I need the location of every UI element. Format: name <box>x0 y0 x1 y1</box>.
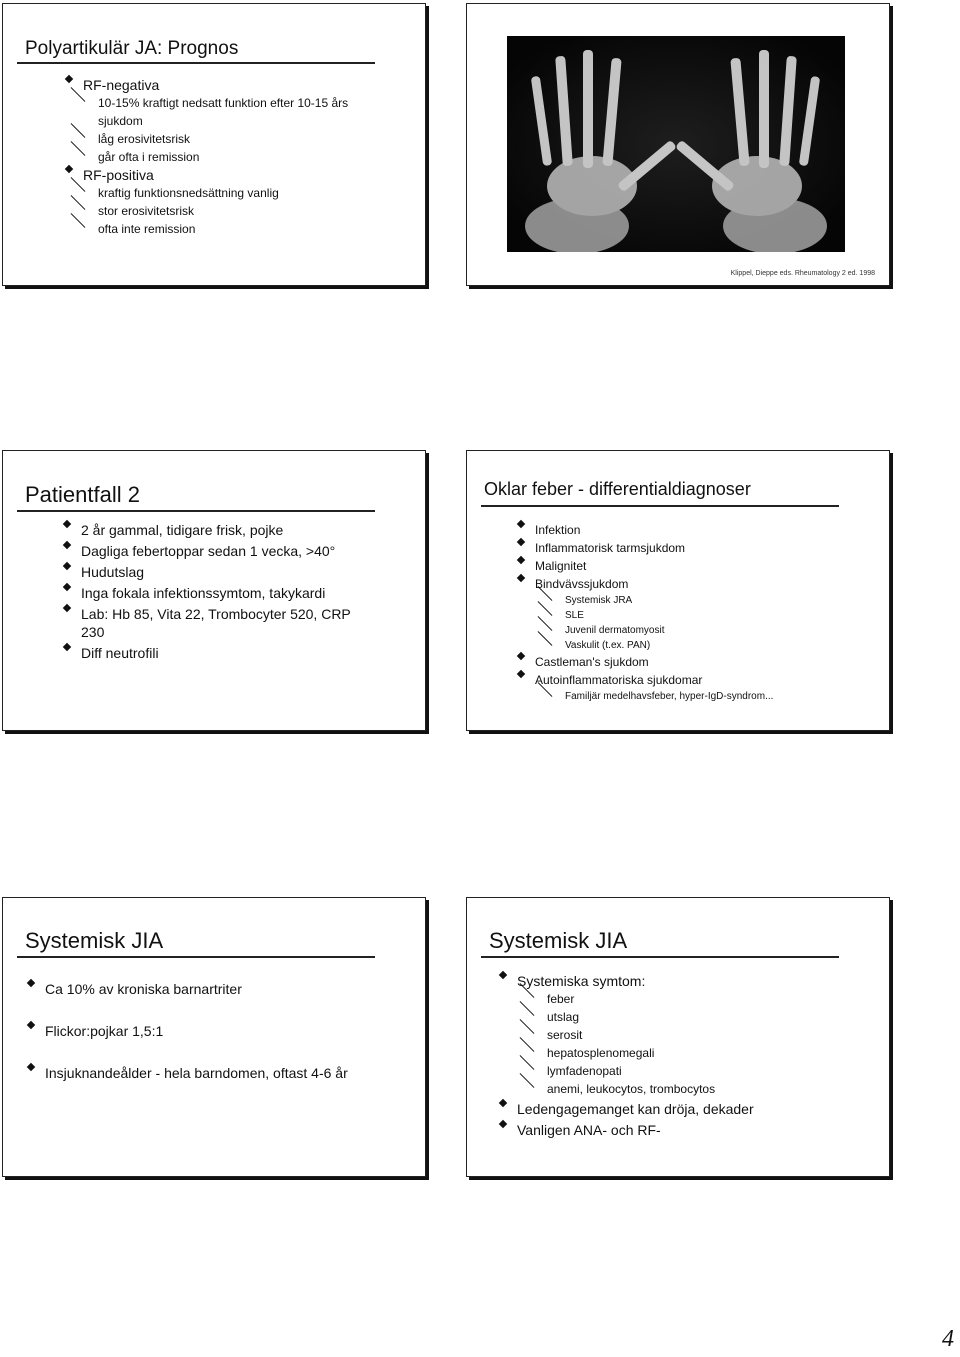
title-underline <box>481 956 839 958</box>
title-underline <box>17 956 375 958</box>
bullet: Inflammatorisk tarmsjukdom <box>517 539 847 557</box>
sub-item: feber <box>517 990 869 1008</box>
sub-item: Juvenil dermatomyosit <box>535 623 847 638</box>
bullet: Insjuknandeålder - hela barndomen, oftast 4-6 år <box>27 1064 417 1082</box>
sub-item: utslag <box>517 1008 869 1026</box>
sub-item: Systemisk JRA <box>535 593 847 608</box>
sub-item: ofta inte remission <box>68 220 395 238</box>
slide-title: Polyartikulär JA: Prognos <box>25 38 239 59</box>
patientfall-list <box>63 521 373 662</box>
hand-xray-illustration <box>507 36 845 252</box>
slide-prognos <box>2 3 426 286</box>
sub-item: Vaskulit (t.ex. PAN) <box>535 638 847 653</box>
sjia2-list <box>499 972 869 1139</box>
bullet: 2 år gammal, tidigare frisk, pojke <box>63 521 373 539</box>
bullet: Flickor:pojkar 1,5:1 <box>27 1022 417 1040</box>
bullet-rf-negativa: RF-negativa 10-15% kraftigt nedsatt funktion efter 10-15 års sjukdom låg erosivitetsrisk går ofta i remission <box>65 76 395 166</box>
slide-title: Oklar feber - differentialdiagnoser <box>484 479 751 499</box>
oklar-list <box>517 521 847 704</box>
sub-item: SLE <box>535 608 847 623</box>
bullet: Infektion <box>517 521 847 539</box>
bullet: Systemiska symtom: feber utslag serosit hepatosplenomegali lymfadenopati anemi, leukocytos, trombocytos <box>499 972 869 1098</box>
bullet: Dagliga febertoppar sedan 1 vecka, >40° <box>63 542 373 560</box>
image-citation: Klippel, Dieppe eds. Rheumatology 2 ed. 1998 <box>730 270 875 277</box>
sub-item: 10-15% kraftigt nedsatt funktion efter 10-15 års sjukdom <box>68 94 358 130</box>
page-number: 4 <box>942 1326 954 1352</box>
sjia1-list <box>27 980 417 1082</box>
slide-systemisk-jia-2 <box>466 897 890 1177</box>
slide-xray <box>466 3 890 286</box>
bullet: Ledengagemanget kan dröja, dekader <box>499 1100 869 1118</box>
bullet: Castleman's sjukdom <box>517 653 847 671</box>
bullet: Hudutslag <box>63 563 373 581</box>
slide-systemisk-jia-1 <box>2 897 426 1177</box>
slide-patientfall <box>2 450 426 731</box>
bullet: Malignitet <box>517 557 847 575</box>
bullet-rf-positiva: RF-positiva kraftig funktionsnedsättning vanlig stor erosivitetsrisk ofta inte remission <box>65 166 395 238</box>
sub-item: hepatosplenomegali <box>517 1044 869 1062</box>
bullet: Autoinflammatoriska sjukdomar Familjär medelhavsfeber, hyper-IgD-syndrom... <box>517 671 847 704</box>
slide-title: Systemisk JIA <box>25 928 164 953</box>
slide-oklar-feber <box>466 450 890 731</box>
sub-item: låg erosivitetsrisk <box>68 130 395 148</box>
bullet: Inga fokala infektionssymtom, takykardi <box>63 584 373 602</box>
bullet: Diff neutrofili <box>63 644 373 662</box>
sub-item: Familjär medelhavsfeber, hyper-IgD-syndrom... <box>535 689 847 704</box>
sub-item: anemi, leukocytos, trombocytos <box>517 1080 869 1098</box>
bullet: Ca 10% av kroniska barnartriter <box>27 980 417 998</box>
title-underline <box>17 510 375 512</box>
hand-xray-image <box>507 36 845 252</box>
bullet: Bindvävssjukdom Systemisk JRA SLE Juvenil dermatomyosit Vaskulit (t.ex. PAN) <box>517 575 847 653</box>
slide-title: Systemisk JIA <box>489 928 628 953</box>
sub-item: serosit <box>517 1026 869 1044</box>
sub-item: går ofta i remission <box>68 148 395 166</box>
slide-title: Patientfall 2 <box>25 482 140 507</box>
bullet: Vanligen ANA- och RF- <box>499 1121 869 1139</box>
title-underline <box>17 62 375 64</box>
sub-item: kraftig funktionsnedsättning vanlig <box>68 184 395 202</box>
sub-item: stor erosivitetsrisk <box>68 202 395 220</box>
title-underline <box>481 505 839 507</box>
bullet: Lab: Hb 85, Vita 22, Trombocyter 520, CRP 230 <box>63 605 373 641</box>
prognos-list <box>65 76 395 238</box>
sub-item: lymfadenopati <box>517 1062 869 1080</box>
